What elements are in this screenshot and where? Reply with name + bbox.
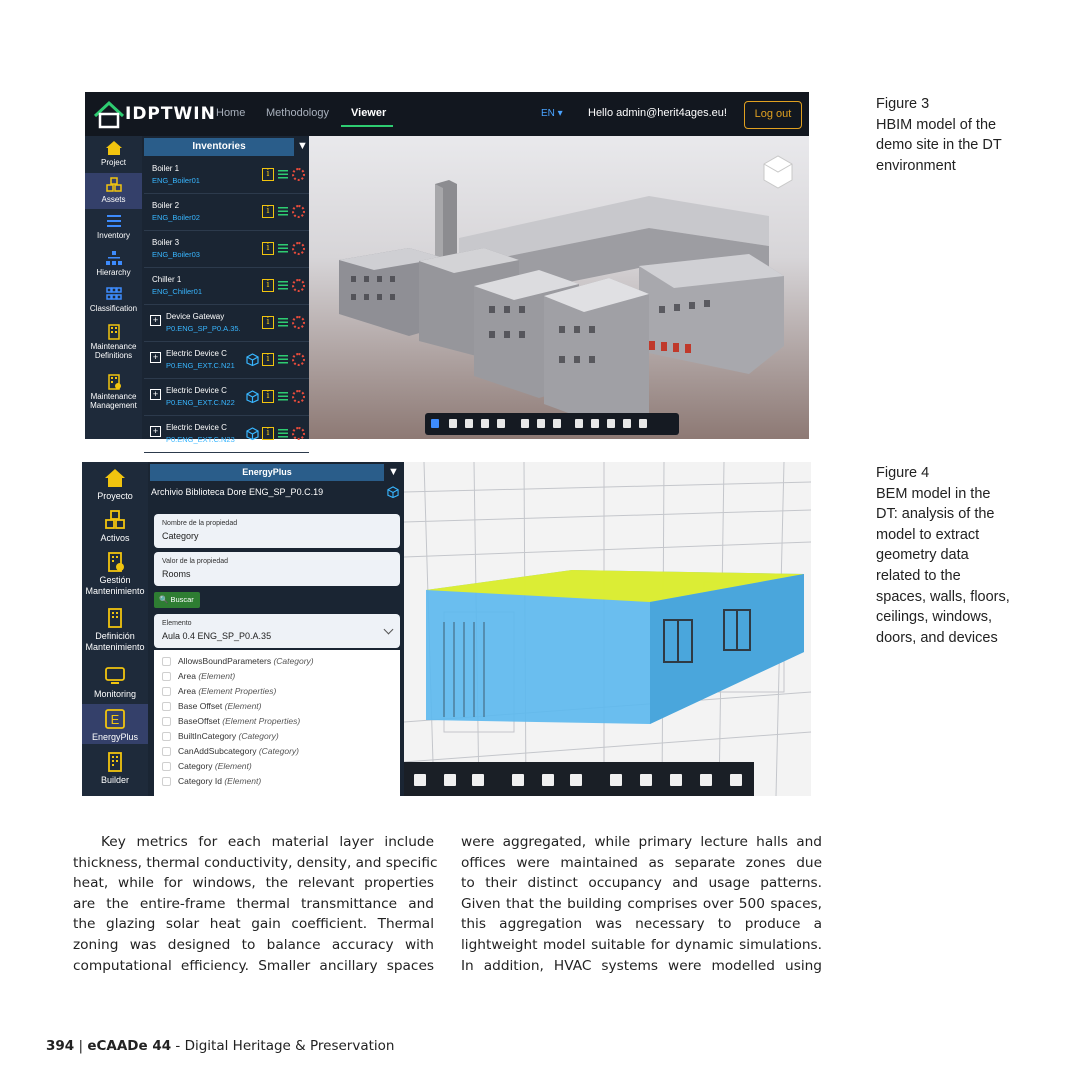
layers-icon[interactable] [640, 774, 652, 786]
figure-4-caption [876, 463, 1010, 648]
text-line: the glazing solar heat gain coefficient. Thermal [73, 916, 434, 933]
hbim-building-model [309, 136, 809, 439]
active-tab-indicator [341, 125, 393, 127]
chevron-down-icon [384, 625, 394, 635]
caption-line: related to the [876, 567, 961, 584]
list-item[interactable]: AllowsBoundParameters (Category) [154, 654, 400, 669]
caption-line: geometry data [876, 547, 969, 564]
caption-line: environment [876, 157, 956, 174]
info-icon[interactable]: i [262, 279, 274, 292]
caption-line: doors, and devices [876, 629, 998, 646]
body-column-left [73, 832, 438, 976]
properties-icon[interactable] [607, 419, 615, 428]
measure-icon[interactable] [512, 774, 524, 786]
inventory-row[interactable]: Boiler 2 ENG_Boiler02 i [144, 195, 309, 231]
inventory-row[interactable]: + Electric Device C P0.ENG_EXT.C.N22 i [144, 380, 309, 416]
list-item[interactable]: Base Offset (Element) [154, 699, 400, 714]
caption-label: Figure 4 [876, 465, 930, 481]
sidebar-item-builder[interactable]: Builder [82, 752, 148, 786]
info-icon[interactable]: i [262, 242, 274, 255]
building-check-icon [105, 374, 123, 390]
menu-icon[interactable] [278, 206, 288, 216]
text-line: were aggregated, while primary lecture halls and [461, 834, 822, 850]
cube-icon[interactable] [246, 353, 259, 366]
sidebar [85, 136, 142, 439]
checkbox[interactable] [162, 657, 171, 666]
orbit-icon[interactable] [431, 419, 439, 428]
sidebar-item-definicion-mantenimiento[interactable]: Definición Mantenimiento [82, 608, 148, 653]
page-number: 394 [46, 1038, 75, 1054]
info-icon[interactable]: i [262, 427, 274, 440]
text-line: computational efficiency. Smaller ancillary spaces [73, 957, 434, 974]
property-value-field[interactable]: Valor de la propiedad Rooms [154, 552, 400, 586]
checkbox[interactable] [162, 762, 171, 771]
list-item[interactable]: BaseOffset (Element Properties) [154, 714, 400, 729]
caption-label: Figure 3 [876, 96, 930, 112]
checkbox[interactable] [162, 702, 171, 711]
expand-icon[interactable]: + [150, 389, 161, 400]
building-icon [105, 324, 123, 340]
archive-label: Archivio Biblioteca Dore ENG_SP_P0.C.19 [151, 487, 324, 497]
properties-icon[interactable] [670, 774, 682, 786]
list-item[interactable]: CanAddSubcategory (Category) [154, 744, 400, 759]
builder-icon [104, 752, 126, 772]
panel-title: EnergyPlus [150, 464, 384, 481]
home-icon [104, 468, 126, 488]
checkbox[interactable] [162, 687, 171, 696]
sidebar-item-classification[interactable]: Classification [85, 286, 142, 313]
caption-line: HBIM model of the [876, 116, 997, 133]
cubes-icon [105, 177, 123, 193]
text-line: thickness, thermal conductivity, density, and specific [73, 854, 438, 871]
checkbox[interactable] [162, 747, 171, 756]
sidebar-item-activos[interactable]: Activos [82, 510, 148, 544]
list-item[interactable]: Area (Element Properties) [154, 684, 400, 699]
logo-text: IDPTWIN [125, 104, 216, 124]
info-icon[interactable]: i [262, 353, 274, 366]
text-line: to their distinct occupancy and usage patterns. [461, 875, 822, 892]
text-line: lightweight model suitable for dynamic simulations. [461, 936, 822, 953]
expand-icon[interactable]: + [150, 426, 161, 437]
gear-icon[interactable] [623, 419, 631, 428]
camera-icon[interactable] [497, 419, 505, 428]
zoom-icon[interactable] [465, 419, 473, 428]
zoom-icon[interactable] [414, 774, 426, 786]
settings-icon[interactable] [292, 390, 305, 403]
cube-icon[interactable] [246, 427, 259, 440]
layers-icon[interactable] [591, 419, 599, 428]
sidebar-item-hierarchy[interactable]: Hierarchy [85, 250, 142, 277]
camera-icon[interactable] [472, 774, 484, 786]
sidebar-item-inventory[interactable]: Inventory [85, 213, 142, 240]
3d-viewport[interactable] [309, 136, 809, 439]
home-icon [105, 140, 123, 156]
caption-line: model to extract [876, 526, 980, 543]
list-item[interactable]: Area (Element) [154, 669, 400, 684]
menu-icon[interactable] [278, 317, 288, 327]
settings-icon[interactable] [292, 242, 305, 255]
text-line: this aggregation was necessary to produce a [461, 916, 822, 933]
inventory-row[interactable]: Boiler 1 ENG_Boiler01 i [144, 158, 309, 194]
language-select[interactable]: EN ▾ [541, 108, 563, 119]
figure-3-screenshot [85, 92, 809, 444]
3d-viewport[interactable] [404, 462, 811, 796]
sidebar-item-maintenance-definitions[interactable]: Maintenance Definitions [85, 324, 142, 360]
model-browser-icon[interactable] [575, 419, 583, 428]
text-line: Given that the building comprises over 500 spaces, [461, 895, 822, 912]
fullscreen-icon[interactable] [730, 774, 742, 786]
bem-space-model [404, 462, 811, 796]
info-icon[interactable]: i [262, 205, 274, 218]
measure-icon[interactable] [521, 419, 529, 428]
inventory-row[interactable]: Boiler 3 ENG_Boiler03 i [144, 232, 309, 268]
conference-name: eCAADe 44 [87, 1038, 172, 1054]
menu-icon[interactable] [278, 428, 288, 438]
checkbox[interactable] [162, 717, 171, 726]
explode-icon[interactable] [553, 419, 561, 428]
sidebar-item-energyplus[interactable]: E EnergyPlus [82, 704, 148, 744]
expand-icon[interactable]: + [150, 352, 161, 363]
inventory-panel [142, 136, 309, 444]
viewer-toolbar [404, 762, 754, 796]
cube-icon[interactable] [246, 390, 259, 403]
info-icon[interactable]: i [262, 390, 274, 403]
text-line: Key metrics for each material layer include [101, 834, 434, 850]
text-line: zoning was designed to balance accuracy with [73, 936, 434, 953]
greeting-text: Hello admin@herit4ages.eu! [588, 107, 727, 119]
nav-home[interactable]: Home [216, 107, 246, 119]
filter-icon[interactable]: ▼ [297, 140, 308, 152]
footer-separator: | [74, 1038, 88, 1054]
expand-icon[interactable]: + [150, 315, 161, 326]
sidebar-item-project[interactable]: Project [85, 140, 142, 167]
figure-3-caption [876, 94, 1002, 176]
walk-icon[interactable] [481, 419, 489, 428]
e-icon [104, 709, 126, 729]
text-line: heat, while for windows, the relevant properties [73, 875, 434, 892]
grid-icon [105, 286, 123, 302]
svg-text:E: E [110, 712, 120, 727]
menu-icon[interactable] [278, 391, 288, 401]
inventory-row[interactable]: + Device Gateway P0.ENG_SP_P0.A.35. i [144, 306, 309, 342]
settings-icon[interactable] [292, 316, 305, 329]
text-line: In addition, HVAC systems were modelled using [461, 957, 822, 974]
settings-icon[interactable] [292, 205, 305, 218]
inventory-row[interactable]: Chiller 1 ENG_Chiller01 i [144, 269, 309, 305]
sidebar-item-proyecto[interactable]: Proyecto [82, 468, 148, 502]
list-item[interactable]: Category (Element) [154, 759, 400, 774]
caption-line: demo site in the DT [876, 137, 1002, 154]
caption-line: ceilings, windows, [876, 609, 993, 626]
list-item[interactable]: Category Id (Element) [154, 774, 400, 789]
section-name: - Digital Heritage & Preservation [171, 1038, 395, 1054]
checkbox[interactable] [162, 777, 171, 786]
body-column-right [461, 832, 822, 976]
text-line: are the entire-frame thermal transmittance and [73, 895, 434, 912]
property-name-field[interactable]: Nombre de la propiedad Category [154, 514, 400, 548]
menu-icon[interactable] [278, 354, 288, 364]
model-browser-icon[interactable] [610, 774, 622, 786]
caption-line: BEM model in the [876, 485, 991, 502]
nav-methodology[interactable]: Methodology [266, 107, 329, 119]
sidebar [82, 462, 148, 796]
viewer-toolbar [425, 413, 679, 435]
section-icon[interactable] [537, 419, 545, 428]
pan-icon[interactable] [449, 419, 457, 428]
sidebar-item-assets[interactable]: Assets [85, 173, 142, 209]
cube-icon[interactable] [387, 486, 399, 498]
menu-icon[interactable] [278, 243, 288, 253]
parameter-list [154, 650, 400, 796]
top-navbar [85, 92, 809, 136]
panel-title: Inventories [144, 138, 294, 156]
checkbox[interactable] [162, 672, 171, 681]
energyplus-panel [148, 462, 404, 796]
view-cube-icon[interactable] [764, 156, 792, 188]
settings-icon[interactable] [292, 279, 305, 292]
logout-button[interactable]: Log out [744, 101, 802, 129]
info-icon[interactable]: i [262, 316, 274, 329]
search-button[interactable]: 🔍 Buscar [154, 592, 200, 608]
section-icon[interactable] [542, 774, 554, 786]
checkbox[interactable] [162, 732, 171, 741]
page-footer [46, 1038, 394, 1054]
hierarchy-icon [105, 250, 123, 266]
walk-icon[interactable] [444, 774, 456, 786]
sidebar-item-maintenance-management[interactable]: Maintenance Management [85, 374, 142, 410]
filter-icon[interactable]: ▼ [388, 466, 399, 478]
list-icon [105, 213, 123, 229]
settings-icon[interactable] [292, 427, 305, 440]
text-line: offices were maintained as separate zones due [461, 854, 822, 871]
element-select[interactable]: Elemento Aula 0.4 ENG_SP_P0.A.35 [154, 614, 400, 648]
nav-viewer[interactable]: Viewer [351, 107, 387, 119]
inventory-row[interactable]: + Electric Device C P0.ENG_EXT.C.N21 i [144, 343, 309, 379]
menu-icon[interactable] [278, 169, 288, 179]
fullscreen-icon[interactable] [639, 419, 647, 428]
caption-line: spaces, walls, floors, [876, 588, 1010, 605]
settings-icon[interactable] [292, 168, 305, 181]
settings-icon[interactable] [292, 353, 305, 366]
monitor-icon [104, 666, 126, 686]
cubes-icon [104, 510, 126, 530]
list-item[interactable]: BuiltInCategory (Category) [154, 729, 400, 744]
building-icon [104, 608, 126, 628]
building-check-icon [104, 552, 126, 572]
gear-icon[interactable] [700, 774, 712, 786]
inventory-row[interactable]: + Electric Device C P0.ENG_EXT.C.N23 i [144, 417, 309, 453]
figure-4-screenshot [82, 462, 811, 796]
sidebar-item-gestion-mantenimiento[interactable]: Gestión Mantenimiento [82, 552, 148, 597]
sidebar-item-monitoring[interactable]: Monitoring [82, 666, 148, 700]
explode-icon[interactable] [570, 774, 582, 786]
caption-line: DT: analysis of the [876, 506, 995, 523]
info-icon[interactable]: i [262, 168, 274, 181]
menu-icon[interactable] [278, 280, 288, 290]
